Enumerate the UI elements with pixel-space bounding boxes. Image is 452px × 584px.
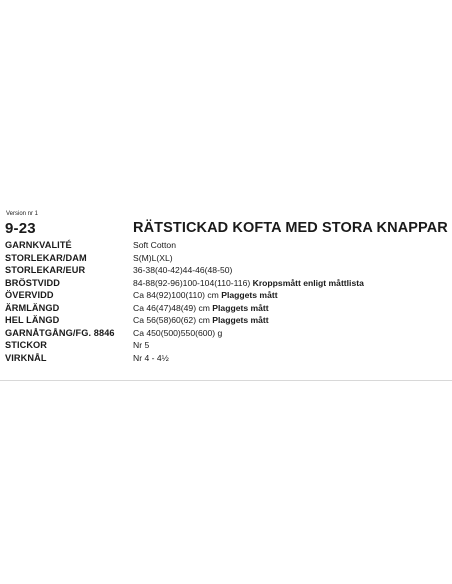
spec-label: GARNÅTGÅNG/FG. 8846 bbox=[5, 327, 115, 338]
spec-note: Kroppsmått enligt måttlista bbox=[252, 277, 364, 288]
spec-label: STORLEKAR/EUR bbox=[5, 265, 86, 275]
spec-value: Nr 4 - 4½ bbox=[133, 352, 169, 363]
pattern-number: 9-23 bbox=[5, 220, 36, 237]
spec-label: HEL LÄNGD bbox=[5, 315, 60, 325]
spec-row-yarn bbox=[0, 239, 452, 251]
spec-row-needles bbox=[0, 339, 452, 351]
version-label: Version nr 1 bbox=[6, 211, 39, 217]
spec-note: Plaggets mått bbox=[221, 290, 278, 300]
spec-row-sizes-women bbox=[0, 252, 452, 264]
spec-label: GARNKVALITÉ bbox=[5, 240, 72, 250]
spec-row-yarn-amount bbox=[0, 327, 452, 339]
spec-value: Ca 84(92)100(110) cm Plaggets mått bbox=[133, 290, 278, 300]
spec-value: Ca 56(58)60(62) cm Plaggets mått bbox=[133, 315, 269, 325]
pattern-title: RÄTSTICKAD KOFTA MED STORA KNAPPAR bbox=[133, 220, 448, 236]
spec-value: Soft Cotton bbox=[133, 240, 176, 250]
spec-note: Plaggets mått bbox=[212, 302, 269, 313]
spec-label: ÖVERVIDD bbox=[5, 290, 54, 300]
spec-row-length bbox=[0, 314, 452, 326]
spec-label: VIRKNÅL bbox=[5, 352, 47, 363]
spec-value: Ca 450(500)550(600) g bbox=[133, 327, 223, 338]
spec-row-sleeve bbox=[0, 302, 452, 314]
spec-label: BRÖSTVIDD bbox=[5, 277, 61, 288]
spec-label: STICKOR bbox=[5, 340, 48, 350]
spec-value: Ca 46(47)48(49) cm Plaggets mått bbox=[133, 302, 269, 313]
spec-value: S(M)L(XL) bbox=[133, 252, 173, 263]
spec-row-crochet-hook bbox=[0, 352, 452, 364]
spec-value: 36-38(40-42)44-46(48-50) bbox=[133, 265, 233, 275]
spec-note: Plaggets mått bbox=[212, 315, 269, 325]
spec-label: ÄRMLÄNGD bbox=[5, 302, 60, 313]
spec-row-width bbox=[0, 289, 452, 301]
spec-label: STORLEKAR/DAM bbox=[5, 252, 87, 263]
spec-row-sizes-eur bbox=[0, 264, 452, 276]
divider-line bbox=[0, 380, 452, 381]
spec-value: Nr 5 bbox=[133, 340, 150, 350]
spec-row-bust bbox=[0, 277, 452, 289]
spec-value: 84-88(92-96)100-104(110-116) Kroppsmått enligt måttlista bbox=[133, 277, 364, 288]
